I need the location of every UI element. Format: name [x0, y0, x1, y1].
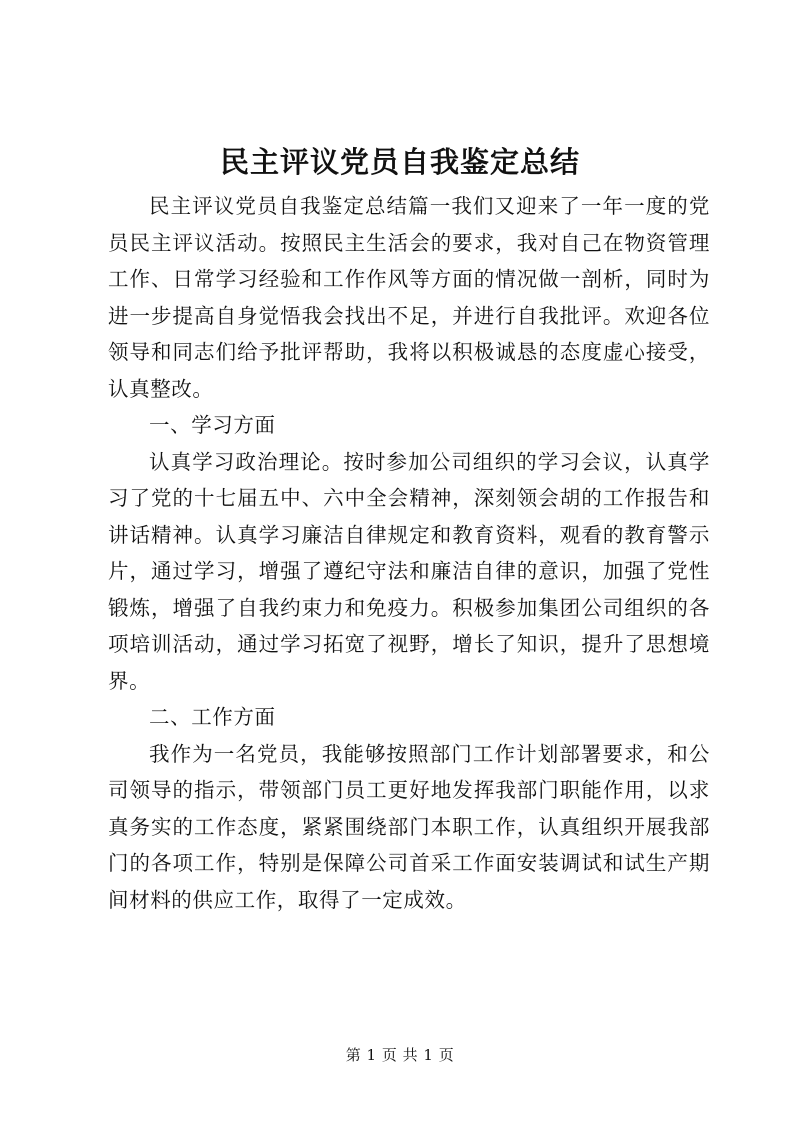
section-heading-work: 二、工作方面	[149, 705, 276, 729]
paragraph-intro: 民主评议党员自我鉴定总结篇一我们又迎来了一年一度的党员民主评议活动。按照民主生活会的要求，我对自己在物资管理工作、日常学习经验和工作作风等方面的情况做一剖析，同时为进一步提高自身觉悟我会找出不足，并进行自我批评。欢迎各位领导和同志们给予批评帮助，我将以积极诚恳的态度虚心接受，认真整改。	[108, 194, 710, 401]
paragraph-work: 我作为一名党员，我能够按照部门工作计划部署要求，和公司领导的指示，带领部门员工更好地发挥我部门职能作用，以求真务实的工作态度，紧紧围绕部门本职工作，认真组织开展我部门的各项工作，特别是保障公司首采工作面安装调试和试生产期间材料的供应工作，取得了一定成效。	[108, 741, 710, 912]
paragraph-study: 认真学习政治理论。按时参加公司组织的学习会议，认真学习了党的十七届五中、六中全会精神，深刻领会胡的工作报告和讲话精神。认真学习廉洁自律规定和教育资料，观看的教育警示片，通过学习，增强了遵纪守法和廉洁自律的意识，加强了党性锻炼，增强了自我约束力和免疫力。积极参加集团公司组织的各项培训活动，通过学习拓宽了视野，增长了知识，提升了思想境界。	[108, 449, 710, 693]
page-footer: 第 1 页 共 1 页	[345, 1046, 455, 1064]
section-heading-study: 一、学习方面	[149, 413, 276, 437]
document-title: 民主评议党员自我鉴定总结	[219, 145, 580, 179]
document-body	[108, 188, 710, 918]
